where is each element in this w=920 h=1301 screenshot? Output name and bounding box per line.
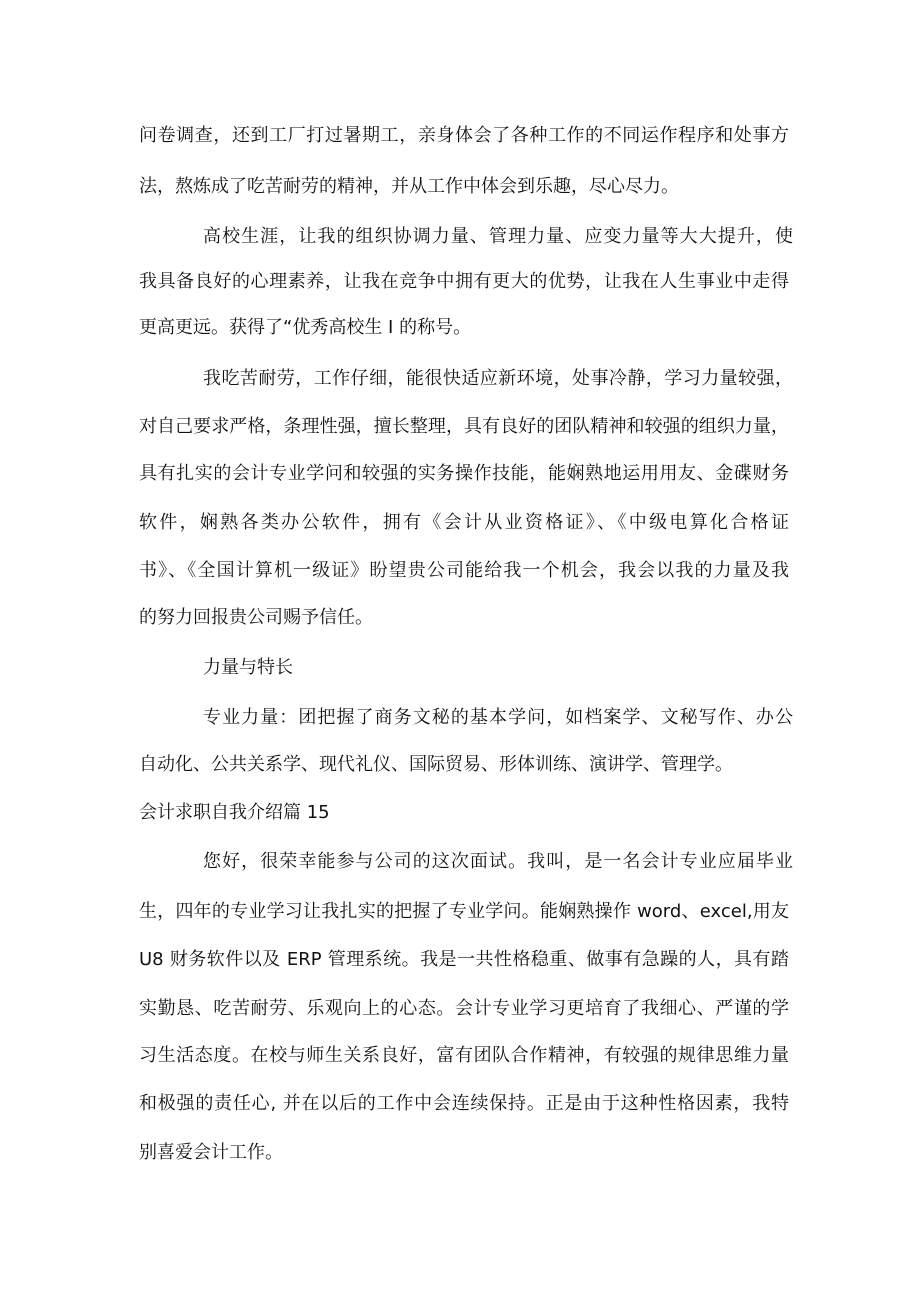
body-text-line: 专业力量：团把握了商务文秘的基本学问，如档案学、文秘写作、办公 (203, 707, 793, 728)
section-heading: 力量与特长 (203, 657, 293, 678)
body-text-line: 软件，娴熟各类办公软件，拥有《会计从业资格证》、《中级电算化合格证 (139, 512, 789, 533)
body-text-line: 书》、《全国计算机一级证》盼望贵公司能给我一个机会，我会以我的力量及我 (139, 560, 789, 581)
body-text-line: U8 财务软件以及 ERP 管理系统。我是一共性格稳重、做事有急躁的人，具有踏 (139, 949, 789, 970)
body-text-line: 我吃苦耐劳，工作仔细，能很快适应新环境，处事冷静，学习力量较强， (203, 368, 793, 389)
body-text-line: 自动化、公共关系学、现代礼仪、国际贸易、形体训练、演讲学、管理学。 (139, 754, 733, 775)
body-text-line: 我具备良好的心理素养，让我在竞争中拥有更大的优势，让我在人生事业中走得 (139, 271, 789, 292)
section-title: 会计求职自我介绍篇 15 (139, 802, 330, 823)
body-text-line: 更高更远。获得了“优秀高校生 I 的称号。 (139, 317, 472, 338)
body-text-line: 的努力回报贵公司赐予信任。 (139, 607, 373, 628)
body-text-line: 别喜爱会计工作。 (139, 1142, 283, 1163)
body-text-line: 实勤恳、吃苦耐劳、乐观向上的心态。会计专业学习更培育了我细心、严谨的学 (139, 998, 789, 1019)
body-text-line: 和极强的责任心, 并在以后的工作中会连续保持。正是由于这种性格因素，我特 (139, 1093, 789, 1114)
body-text-line: 高校生涯，让我的组织协调力量、管理力量、应变力量等大大提升，使 (203, 226, 793, 247)
body-text-line: 习生活态度。在校与师生关系良好，富有团队合作精神，有较强的规律思维力量 (139, 1045, 789, 1066)
body-text-line: 问卷调查，还到工厂打过暑期工，亲身体会了各种工作的不同运作程序和处事方 (139, 125, 789, 146)
body-text-line: 生，四年的专业学习让我扎实的把握了专业学问。能娴熟操作 word、excel,用友 (139, 901, 789, 922)
body-text-line: 法，熬炼成了吃苦耐劳的精神，并从工作中体会到乐趣，尽心尽力。 (139, 176, 679, 197)
body-text-line: 对自己要求严格，条理性强，擅长整理，具有良好的团队精神和较强的组织力量， (139, 416, 789, 437)
body-text-line: 您好，很荣幸能参与公司的这次面试。我叫，是一名会计专业应届毕业 (203, 851, 793, 872)
body-text-line: 具有扎实的会计专业学问和较强的实务操作技能，能娴熟地运用用友、金碟财务 (139, 463, 789, 484)
